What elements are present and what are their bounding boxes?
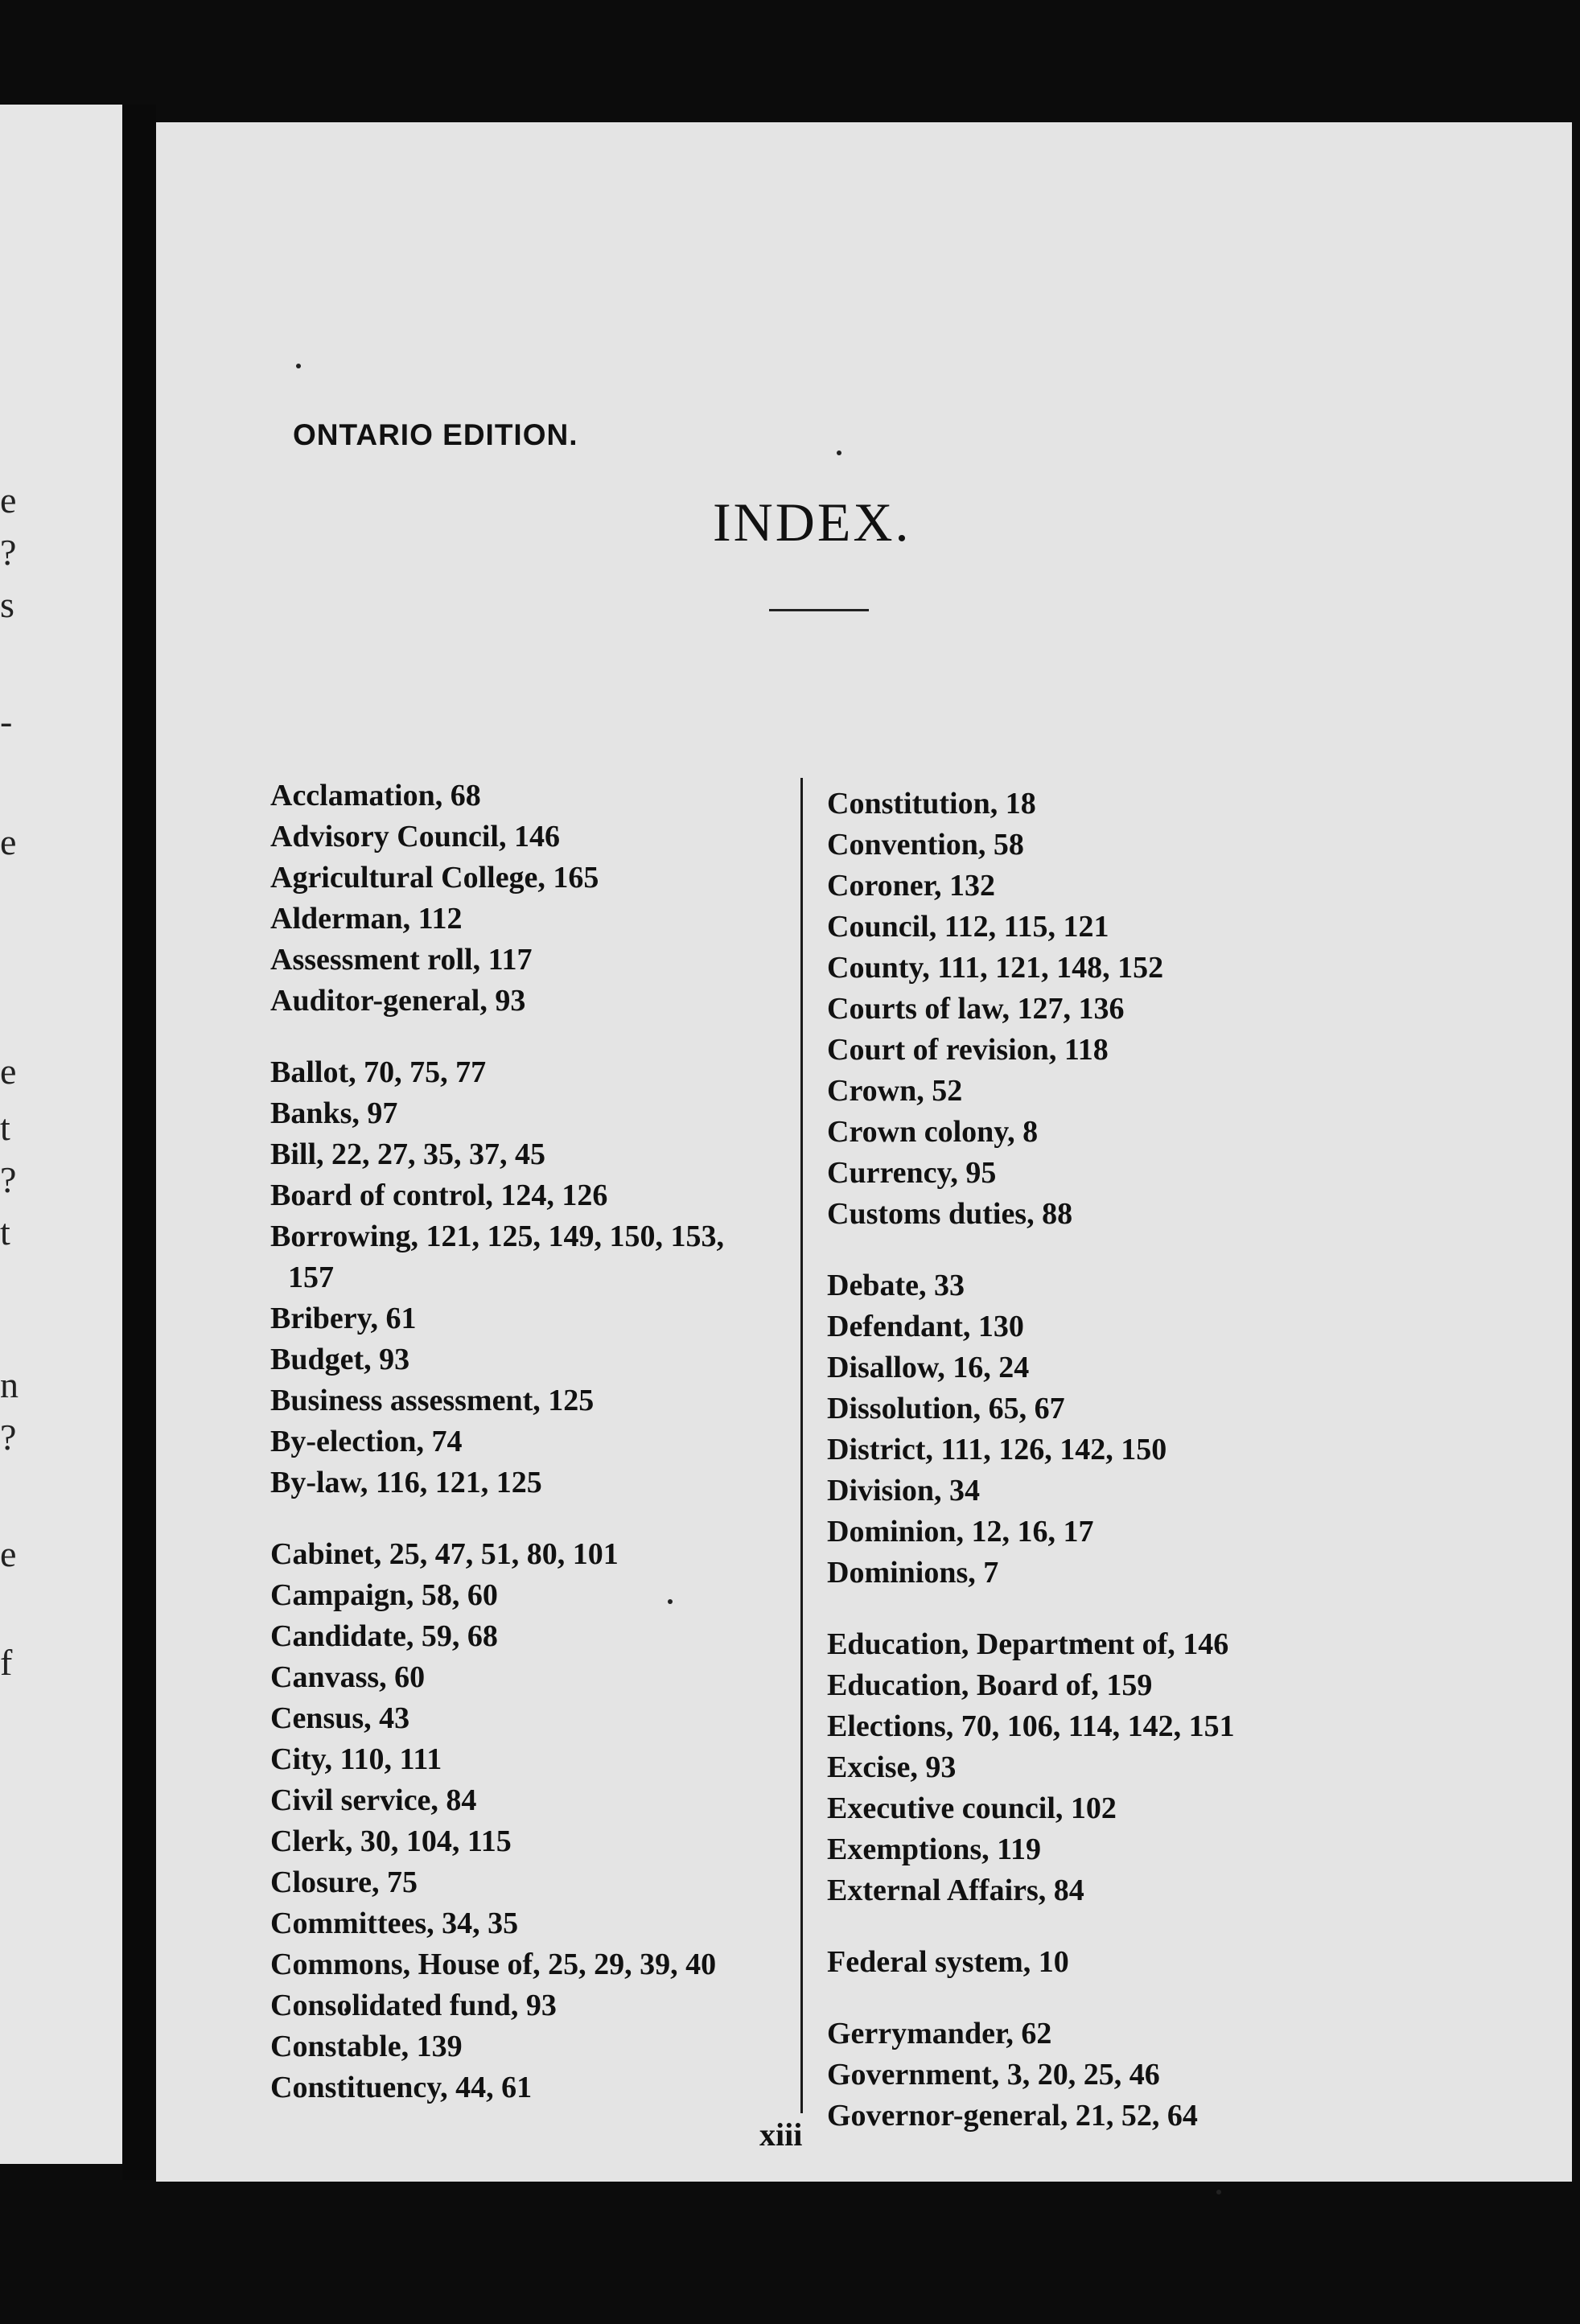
edge-glyph: ? (0, 532, 17, 573)
index-group (270, 1052, 801, 1503)
index-entry: Disallow, 16, 24 (827, 1351, 1030, 1384)
index-entry: Agricultural College, 165 (270, 861, 599, 895)
book-gutter (122, 105, 156, 2180)
index-entry: External Affairs, 84 (827, 1874, 1084, 1907)
ink-speck (296, 364, 301, 368)
title-rule (769, 609, 869, 611)
index-entry: Crown, 52 (827, 1074, 963, 1108)
index-entry: Alderman, 112 (270, 902, 463, 936)
index-entry: Governor-general, 21, 52, 64 (827, 2099, 1198, 2133)
index-entry: Civil service, 84 (270, 1783, 477, 1817)
index-entry: Closure, 75 (270, 1865, 418, 1899)
facing-page-edge (0, 105, 122, 2164)
index-entry: Crown colony, 8 (827, 1115, 1039, 1149)
index-entry: Assessment roll, 117 (270, 943, 533, 977)
index-entry: Consolidated fund, 93 (270, 1989, 557, 2022)
page-number: xiii (759, 2116, 803, 2153)
edge-glyph: t (0, 1211, 10, 1252)
index-entry: City, 110, 111 (270, 1742, 442, 1776)
index-group (827, 1942, 1358, 1983)
index-entry: Exemptions, 119 (827, 1832, 1042, 1866)
edge-glyph: n (0, 1364, 19, 1405)
column-divider (800, 778, 803, 2113)
index-entry: Courts of law, 127, 136 (827, 992, 1125, 1026)
edge-glyph: ? (0, 1417, 17, 1458)
edge-glyph: t (0, 1107, 10, 1148)
index-entry: Dominion, 12, 16, 17 (827, 1515, 1094, 1549)
index-entry: Gerrymander, 62 (827, 2017, 1052, 2050)
index-group (827, 2013, 1358, 2137)
index-group (827, 1265, 1358, 1594)
edge-glyph: - (0, 701, 13, 742)
edge-glyph: e (0, 1533, 17, 1574)
index-entry: Constitution, 18 (827, 787, 1036, 821)
index-group (827, 784, 1358, 1235)
index-entry: County, 111, 121, 148, 152 (827, 951, 1164, 985)
index-entry: District, 111, 126, 142, 150 (827, 1433, 1167, 1466)
edition-heading: ONTARIO EDITION. (293, 418, 578, 451)
index-entry: Excise, 93 (827, 1750, 957, 1784)
index-entry: By-election, 74 (270, 1425, 463, 1458)
index-column-left (270, 775, 801, 2139)
index-group (270, 1534, 801, 2108)
edge-glyph: s (0, 584, 14, 625)
index-entry: Budget, 93 (270, 1343, 410, 1376)
index-entry: Committees, 34, 35 (270, 1907, 519, 1940)
edge-glyph: e (0, 1051, 17, 1092)
index-entry: Auditor-general, 93 (270, 984, 526, 1018)
index-entry: Census, 43 (270, 1701, 410, 1735)
index-entry: Borrowing, 121, 125, 149, 150, 153, (270, 1220, 725, 1253)
ink-speck (1216, 2190, 1221, 2194)
index-group (827, 1624, 1358, 1911)
edge-glyph: ? (0, 1159, 17, 1200)
index-entry: Banks, 97 (270, 1096, 398, 1130)
index-entry: Commons, House of, 25, 29, 39, 40 (270, 1948, 717, 1981)
index-entry: Convention, 58 (827, 828, 1024, 862)
index-entry: Coroner, 132 (827, 869, 995, 903)
index-entry: Court of revision, 118 (827, 1033, 1109, 1067)
index-entry: Council, 112, 115, 121 (827, 910, 1109, 944)
index-entry: Clerk, 30, 104, 115 (270, 1824, 512, 1858)
index-entry: Dominions, 7 (827, 1556, 999, 1590)
index-entry: Customs duties, 88 (827, 1197, 1073, 1231)
index-entry: Campaign, 58, 60 (270, 1578, 498, 1612)
index-entry: Dissolution, 65, 67 (827, 1392, 1065, 1425)
index-entry: Federal system, 10 (827, 1945, 1069, 1979)
index-column-right (827, 784, 1358, 2167)
index-entry: Acclamation, 68 (270, 779, 481, 812)
index-entry: Elections, 70, 106, 114, 142, 151 (827, 1709, 1235, 1743)
index-entry: Education, Department of, 146 (827, 1627, 1229, 1661)
index-entry: Ballot, 70, 75, 77 (270, 1055, 487, 1089)
index-entry: Education, Board of, 159 (827, 1668, 1153, 1702)
index-entry: Executive council, 102 (827, 1791, 1117, 1825)
index-entry: Business assessment, 125 (270, 1384, 595, 1417)
index-entry: Division, 34 (827, 1474, 981, 1508)
index-entry: Canvass, 60 (270, 1660, 426, 1694)
index-entry: Constable, 139 (270, 2030, 463, 2063)
edge-glyph: e (0, 821, 17, 862)
index-entry: Cabinet, 25, 47, 51, 80, 101 (270, 1537, 619, 1571)
index-entry: By-law, 116, 121, 125 (270, 1466, 542, 1499)
index-entry: Constituency, 44, 61 (270, 2071, 533, 2104)
index-entry: Bribery, 61 (270, 1302, 417, 1335)
index-entry: Candidate, 59, 68 (270, 1619, 498, 1653)
index-page (156, 122, 1572, 2182)
index-entry-continuation: 157 (288, 1261, 334, 1294)
index-group (270, 775, 801, 1022)
edge-glyph: f (0, 1642, 13, 1683)
index-entry: Debate, 33 (827, 1269, 965, 1302)
index-entry: Defendant, 130 (827, 1310, 1024, 1343)
ink-speck (837, 450, 841, 455)
page-title: INDEX. (713, 492, 911, 553)
index-entry: Advisory Council, 146 (270, 820, 560, 854)
edge-glyph: e (0, 479, 17, 520)
index-entry: Bill, 22, 27, 35, 37, 45 (270, 1137, 546, 1171)
index-entry: Government, 3, 20, 25, 46 (827, 2058, 1160, 2092)
index-entry: Currency, 95 (827, 1156, 997, 1190)
index-entry: Board of control, 124, 126 (270, 1178, 608, 1212)
